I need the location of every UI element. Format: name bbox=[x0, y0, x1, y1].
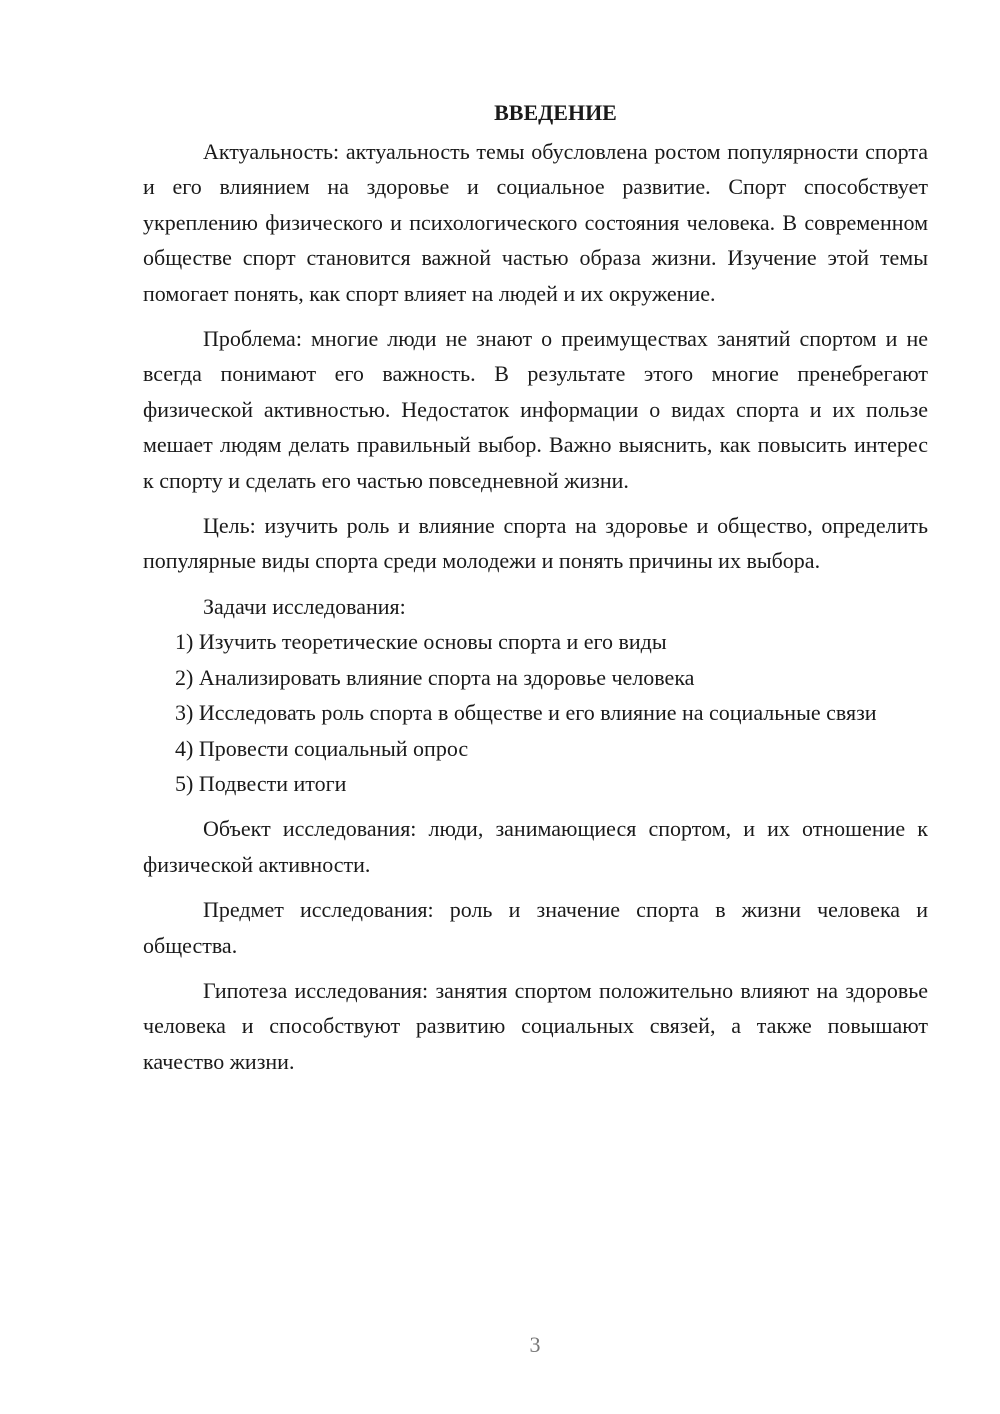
task-item: 4) Провести социальный опрос bbox=[175, 735, 469, 761]
document-body bbox=[143, 92, 928, 1079]
subject-paragraph: Предмет исследования: роль и значение спорта в жизни человека и общества. bbox=[143, 897, 928, 958]
page-number: 3 bbox=[529, 1332, 541, 1357]
tasks-heading: Задачи исследования: bbox=[203, 593, 406, 619]
relevance-paragraph: Актуальность: актуальность темы обусловлена ростом популярности спорта и его влиянием на здоровье и социальное развитие. Спорт способствует укреплению физического и психологического состояния человека. В современном обществе спорт становится важной частью образа жизни. Изучение этой темы помогает понять, как спорт влияет на людей и их окружение. bbox=[143, 139, 928, 306]
task-item: 5) Подвести итоги bbox=[175, 770, 347, 796]
goal-paragraph: Цель: изучить роль и влияние спорта на здоровье и общество, определить популярные виды спорта среди молодежи и понять причины их выбора. bbox=[143, 513, 928, 574]
object-paragraph: Объект исследования: люди, занимающиеся спортом, и их отношение к физической активности. bbox=[143, 816, 928, 877]
task-item: 1) Изучить теоретические основы спорта и его виды bbox=[175, 629, 667, 655]
page-title: ВВЕДЕНИЕ bbox=[494, 100, 617, 125]
task-item: 3) Исследовать роль спорта в обществе и его влияние на социальные связи bbox=[175, 700, 877, 726]
problem-paragraph: Проблема: многие люди не знают о преимуществах занятий спортом и не всегда понимают его важность. В результате этого многие пренебрегают физической активностью. Недостаток информации о видах спорта и их пользе мешает людям делать правильный выбор. Важно выяснить, как повысить интерес к спорту и сделать его частью повседневной жизни. bbox=[143, 326, 928, 493]
task-item: 2) Анализировать влияние спорта на здоровье человека bbox=[175, 664, 695, 690]
hypothesis-paragraph: Гипотеза исследования: занятия спортом положительно влияют на здоровье человека и способствуют развитию социальных связей, а также повышают качество жизни. bbox=[143, 977, 928, 1074]
